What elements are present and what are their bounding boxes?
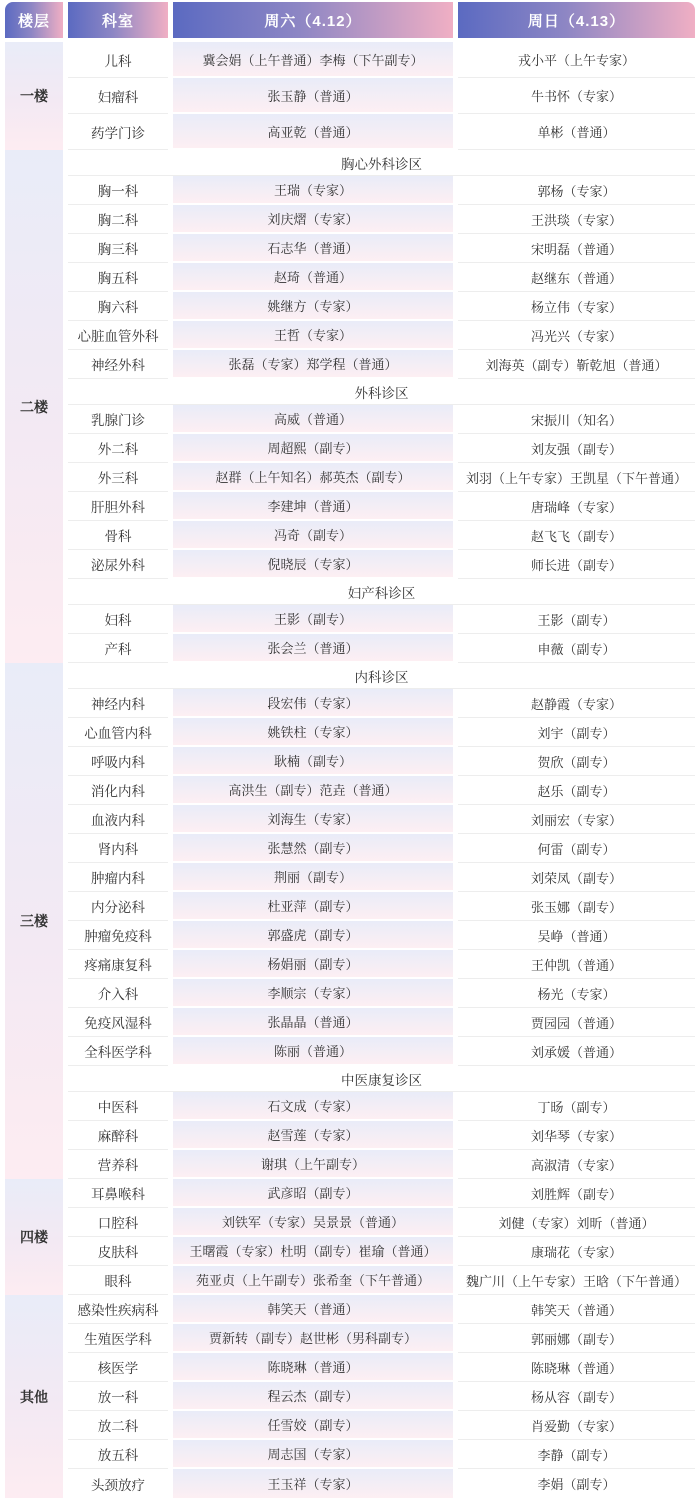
department-name: 药学门诊: [68, 114, 168, 150]
department-name: 介入科: [68, 979, 168, 1008]
saturday-doctors: 刘海生（专家）: [173, 805, 453, 834]
saturday-doctors: 陈丽（普通）: [173, 1037, 453, 1066]
schedule-row: [5, 1037, 695, 1066]
schedule-row: [5, 1295, 695, 1324]
schedule-row: [5, 1150, 695, 1179]
saturday-doctors: 王瑞（专家）: [173, 176, 453, 205]
sunday-doctors: 贺欣（副专）: [458, 747, 695, 776]
schedule-row: [5, 114, 695, 150]
schedule-row: [5, 350, 695, 379]
schedule-row: [5, 321, 695, 350]
schedule-row: [5, 689, 695, 718]
department-name: 儿科: [68, 42, 168, 78]
department-name: 肿瘤免疫科: [68, 921, 168, 950]
section-row: [5, 579, 695, 605]
sunday-doctors: 吴峥（普通）: [458, 921, 695, 950]
sunday-doctors: 陈晓琳（普通）: [458, 1353, 695, 1382]
saturday-doctors: 王玉祥（专家）: [173, 1469, 453, 1498]
sunday-doctors: 单彬（普通）: [458, 114, 695, 150]
saturday-doctors: 高亚乾（普通）: [173, 114, 453, 150]
department-name: 耳鼻喉科: [68, 1179, 168, 1208]
sunday-doctors: 刘海英（副专）靳乾旭（普通）: [458, 350, 695, 379]
department-name: 胸六科: [68, 292, 168, 321]
department-name: 全科医学科: [68, 1037, 168, 1066]
saturday-doctors: 李顺宗（专家）: [173, 979, 453, 1008]
department-name: 胸二科: [68, 205, 168, 234]
header-row: [5, 2, 695, 42]
saturday-doctors: 苑亚贞（上午副专）张希奎（下午普通）: [173, 1266, 453, 1295]
saturday-doctors: 刘庆熠（专家）: [173, 205, 453, 234]
department-name: 神经内科: [68, 689, 168, 718]
sunday-doctors: 牛书怀（专家）: [458, 78, 695, 114]
sunday-doctors: 李娟（副专）: [458, 1469, 695, 1498]
schedule-row: [5, 1008, 695, 1037]
sunday-doctors: 刘健（专家）刘昕（普通）: [458, 1208, 695, 1237]
saturday-doctors: 冀会娟（上午普通）李梅（下午副专）: [173, 42, 453, 78]
schedule-row: [5, 521, 695, 550]
schedule-row: [5, 1411, 695, 1440]
schedule-row: [5, 634, 695, 663]
department-name: 妇科: [68, 605, 168, 634]
sunday-doctors: 肖爱勤（专家）: [458, 1411, 695, 1440]
department-name: 产科: [68, 634, 168, 663]
schedule-row: [5, 405, 695, 434]
department-name: 泌尿外科: [68, 550, 168, 579]
saturday-doctors: 荆丽（副专）: [173, 863, 453, 892]
saturday-doctors: 张会兰（普通）: [173, 634, 453, 663]
saturday-doctors: 赵雪莲（专家）: [173, 1121, 453, 1150]
saturday-doctors: 王哲（专家）: [173, 321, 453, 350]
department-name: 妇瘤科: [68, 78, 168, 114]
saturday-doctors: 贾新转（副专）赵世彬（男科副专）: [173, 1324, 453, 1353]
sunday-doctors: 王仲凯（普通）: [458, 950, 695, 979]
saturday-doctors: 高洪生（副专）范垚（普通）: [173, 776, 453, 805]
saturday-doctors: 任雪姣（副专）: [173, 1411, 453, 1440]
schedule-row: [5, 605, 695, 634]
department-name: 消化内科: [68, 776, 168, 805]
sunday-doctors: 杨光（专家）: [458, 979, 695, 1008]
schedule-row: [5, 892, 695, 921]
department-name: 肝胆外科: [68, 492, 168, 521]
sunday-doctors: 李静（副专）: [458, 1440, 695, 1469]
schedule-row: [5, 979, 695, 1008]
saturday-doctors: 程云杰（副专）: [173, 1382, 453, 1411]
saturday-doctors: 刘铁军（专家）吴景景（普通）: [173, 1208, 453, 1237]
sunday-doctors: 韩笑天（普通）: [458, 1295, 695, 1324]
saturday-doctors: 武彦昭（副专）: [173, 1179, 453, 1208]
header-department: 科室: [68, 2, 168, 42]
department-name: 血液内科: [68, 805, 168, 834]
floor-label: 四楼: [5, 1179, 63, 1295]
sunday-doctors: 刘丽宏（专家）: [458, 805, 695, 834]
department-name: 心血管内科: [68, 718, 168, 747]
sunday-doctors: 杨立伟（专家）: [458, 292, 695, 321]
department-name: 内分泌科: [68, 892, 168, 921]
section-row: [5, 663, 695, 689]
clinic-area-section-label: 中医康复诊区: [68, 1066, 695, 1092]
saturday-doctors: 张晶晶（普通）: [173, 1008, 453, 1037]
saturday-doctors: 张磊（专家）郑学程（普通）: [173, 350, 453, 379]
department-name: 外三科: [68, 463, 168, 492]
schedule-row: [5, 1179, 695, 1208]
department-name: 核医学: [68, 1353, 168, 1382]
schedule-row: [5, 718, 695, 747]
schedule-row: [5, 1469, 695, 1498]
department-name: 疼痛康复科: [68, 950, 168, 979]
sunday-doctors: 赵继东（普通）: [458, 263, 695, 292]
schedule-row: [5, 1324, 695, 1353]
department-name: 胸三科: [68, 234, 168, 263]
sunday-doctors: 贾园园（普通）: [458, 1008, 695, 1037]
floor-label: 三楼: [5, 663, 63, 1179]
saturday-doctors: 郭盛虎（副专）: [173, 921, 453, 950]
department-name: 感染性疾病科: [68, 1295, 168, 1324]
schedule-row: [5, 950, 695, 979]
saturday-doctors: 周超熙（副专）: [173, 434, 453, 463]
department-name: 眼科: [68, 1266, 168, 1295]
schedule-row: [5, 1092, 695, 1121]
section-row: [5, 1066, 695, 1092]
sunday-doctors: 冯光兴（专家）: [458, 321, 695, 350]
schedule-row: [5, 263, 695, 292]
sunday-doctors: 申薇（副专）: [458, 634, 695, 663]
department-name: 放一科: [68, 1382, 168, 1411]
saturday-doctors: 李建坤（普通）: [173, 492, 453, 521]
saturday-doctors: 倪晓辰（专家）: [173, 550, 453, 579]
saturday-doctors: 冯奇（副专）: [173, 521, 453, 550]
department-name: 心脏血管外科: [68, 321, 168, 350]
department-name: 营养科: [68, 1150, 168, 1179]
department-name: 放二科: [68, 1411, 168, 1440]
schedule-row: [5, 921, 695, 950]
sunday-doctors: 刘宇（副专）: [458, 718, 695, 747]
sunday-doctors: 师长进（副专）: [458, 550, 695, 579]
section-row: [5, 150, 695, 176]
schedule-row: [5, 834, 695, 863]
saturday-doctors: 姚铁柱（专家）: [173, 718, 453, 747]
saturday-doctors: 谢琪（上午副专）: [173, 1150, 453, 1179]
schedule-row: [5, 434, 695, 463]
sunday-doctors: 戎小平（上午专家）: [458, 42, 695, 78]
schedule-row: [5, 492, 695, 521]
sunday-doctors: 郭杨（专家）: [458, 176, 695, 205]
department-name: 胸一科: [68, 176, 168, 205]
sunday-doctors: 刘华琴（专家）: [458, 1121, 695, 1150]
saturday-doctors: 王影（副专）: [173, 605, 453, 634]
schedule-row: [5, 292, 695, 321]
schedule-row: [5, 205, 695, 234]
sunday-doctors: 刘羽（上午专家）王凯星（下午普通）: [458, 463, 695, 492]
saturday-doctors: 赵群（上午知名）郝英杰（副专）: [173, 463, 453, 492]
schedule-table: [0, 2, 700, 1498]
clinic-area-section-label: 妇产科诊区: [68, 579, 695, 605]
department-name: 麻醉科: [68, 1121, 168, 1150]
department-name: 放五科: [68, 1440, 168, 1469]
schedule-row: [5, 78, 695, 114]
schedule-row: [5, 805, 695, 834]
schedule-row: [5, 776, 695, 805]
schedule-row: [5, 1208, 695, 1237]
schedule-row: [5, 1121, 695, 1150]
sunday-doctors: 赵飞飞（副专）: [458, 521, 695, 550]
department-name: 肾内科: [68, 834, 168, 863]
department-name: 口腔科: [68, 1208, 168, 1237]
sunday-doctors: 郭丽娜（副专）: [458, 1324, 695, 1353]
schedule-row: [5, 550, 695, 579]
header-floor: 楼层: [5, 2, 63, 42]
sunday-doctors: 王影（副专）: [458, 605, 695, 634]
schedule-row: [5, 1266, 695, 1295]
saturday-doctors: 王曙霞（专家）杜明（副专）崔瑜（普通）: [173, 1237, 453, 1266]
sunday-doctors: 何雷（副专）: [458, 834, 695, 863]
floor-label: 二楼: [5, 150, 63, 663]
sunday-doctors: 刘胜辉（副专）: [458, 1179, 695, 1208]
saturday-doctors: 张玉静（普通）: [173, 78, 453, 114]
schedule-row: [5, 1440, 695, 1469]
sunday-doctors: 宋明磊（普通）: [458, 234, 695, 263]
sunday-doctors: 赵乐（副专）: [458, 776, 695, 805]
department-name: 中医科: [68, 1092, 168, 1121]
schedule-row: [5, 1237, 695, 1266]
sunday-doctors: 唐瑞峰（专家）: [458, 492, 695, 521]
schedule-row: [5, 1353, 695, 1382]
department-name: 外二科: [68, 434, 168, 463]
saturday-doctors: 杜亚萍（副专）: [173, 892, 453, 921]
sunday-doctors: 高淑清（专家）: [458, 1150, 695, 1179]
schedule-row: [5, 463, 695, 492]
schedule-body: [5, 42, 695, 1498]
saturday-doctors: 陈晓琳（普通）: [173, 1353, 453, 1382]
schedule-row: [5, 42, 695, 78]
department-name: 骨科: [68, 521, 168, 550]
schedule-row: [5, 234, 695, 263]
clinic-area-section-label: 外科诊区: [68, 379, 695, 405]
saturday-doctors: 周志国（专家）: [173, 1440, 453, 1469]
sunday-doctors: 刘友强（副专）: [458, 434, 695, 463]
saturday-doctors: 赵琦（普通）: [173, 263, 453, 292]
schedule-row: [5, 1382, 695, 1411]
department-name: 免疫风湿科: [68, 1008, 168, 1037]
header-sunday: 周日（4.13）: [458, 2, 695, 42]
clinic-area-section-label: 内科诊区: [68, 663, 695, 689]
saturday-doctors: 杨娟丽（副专）: [173, 950, 453, 979]
saturday-doctors: 张慧然（副专）: [173, 834, 453, 863]
department-name: 乳腺门诊: [68, 405, 168, 434]
saturday-doctors: 高威（普通）: [173, 405, 453, 434]
department-name: 肿瘤内科: [68, 863, 168, 892]
saturday-doctors: 石文成（专家）: [173, 1092, 453, 1121]
schedule-row: [5, 747, 695, 776]
saturday-doctors: 段宏伟（专家）: [173, 689, 453, 718]
saturday-doctors: 耿楠（副专）: [173, 747, 453, 776]
sunday-doctors: 王洪琰（专家）: [458, 205, 695, 234]
department-name: 生殖医学科: [68, 1324, 168, 1353]
department-name: 神经外科: [68, 350, 168, 379]
saturday-doctors: 韩笑天（普通）: [173, 1295, 453, 1324]
sunday-doctors: 宋振川（知名）: [458, 405, 695, 434]
department-name: 头颈放疗: [68, 1469, 168, 1498]
schedule-row: [5, 176, 695, 205]
schedule-row: [5, 863, 695, 892]
department-name: 皮肤科: [68, 1237, 168, 1266]
saturday-doctors: 姚继方（专家）: [173, 292, 453, 321]
sunday-doctors: 杨从容（副专）: [458, 1382, 695, 1411]
sunday-doctors: 刘荣凤（副专）: [458, 863, 695, 892]
section-row: [5, 379, 695, 405]
department-name: 胸五科: [68, 263, 168, 292]
sunday-doctors: 康瑞花（专家）: [458, 1237, 695, 1266]
clinic-area-section-label: 胸心外科诊区: [68, 150, 695, 176]
floor-label: 其他: [5, 1295, 63, 1498]
sunday-doctors: 刘承媛（普通）: [458, 1037, 695, 1066]
floor-label: 一楼: [5, 42, 63, 150]
sunday-doctors: 张玉娜（副专）: [458, 892, 695, 921]
header-saturday: 周六（4.12）: [173, 2, 453, 42]
saturday-doctors: 石志华（普通）: [173, 234, 453, 263]
department-name: 呼吸内科: [68, 747, 168, 776]
sunday-doctors: 魏广川（上午专家）王晗（下午普通）: [458, 1266, 695, 1295]
sunday-doctors: 赵静霞（专家）: [458, 689, 695, 718]
sunday-doctors: 丁旸（副专）: [458, 1092, 695, 1121]
